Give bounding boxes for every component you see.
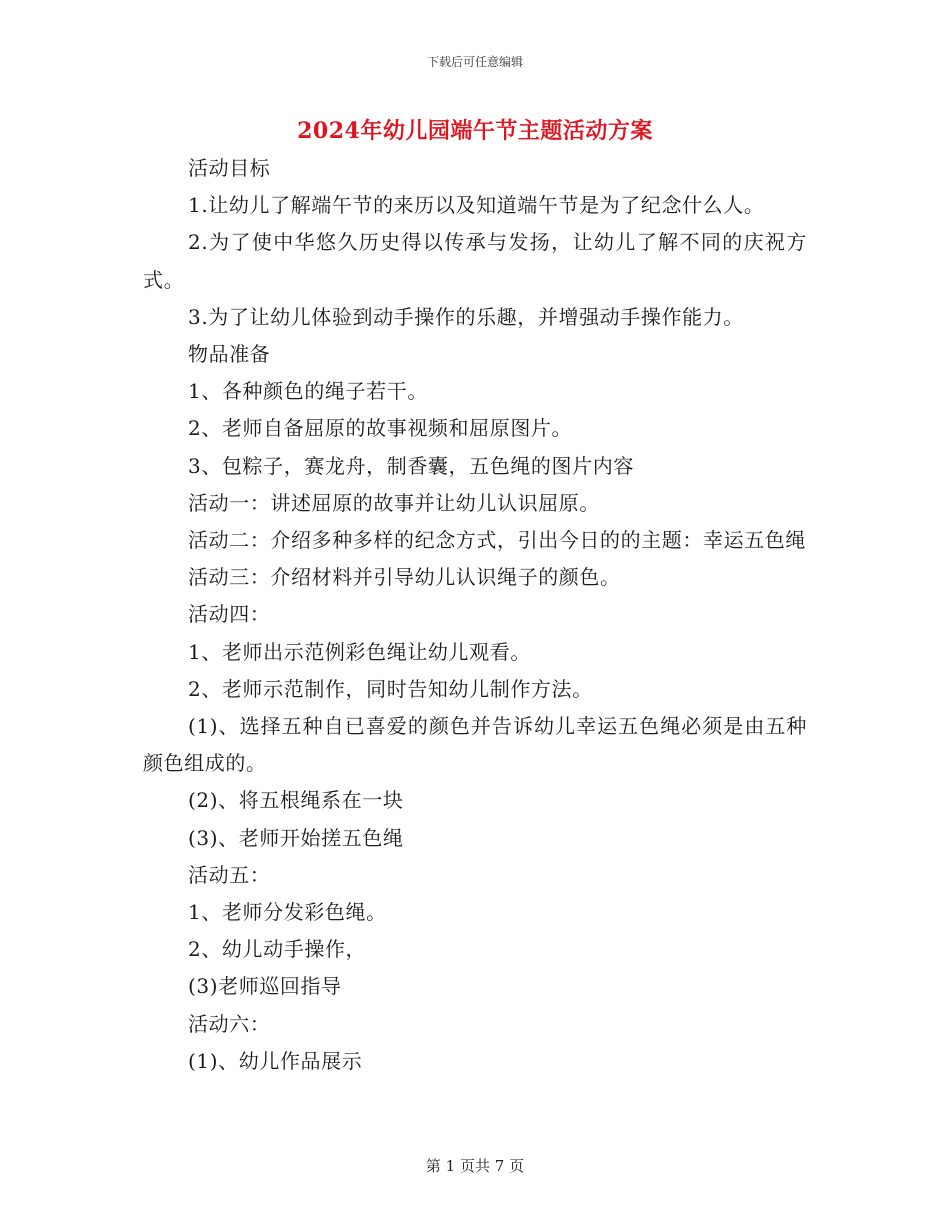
paragraph: 活动目标 — [188, 156, 271, 180]
document-title: 2024年幼儿园端午节主题活动方案 — [297, 118, 653, 144]
paragraph: 2.为了使中华悠久历史得以传承与发扬，让幼儿了解不同的庆祝方式。 — [143, 230, 807, 292]
page-number: 第 1 页共 7 页 — [425, 1157, 525, 1175]
paragraph: (1)、选择五种自已喜爱的颜色并告诉幼儿幸运五色绳必须是由五种颜色组成的。 — [143, 714, 807, 776]
header-note: 下载后可任意编辑 — [426, 55, 523, 69]
paragraph: 3.为了让幼儿体验到动手操作的乐趣，并增强动手操作能力。 — [188, 304, 744, 329]
paragraph: 1、老师分发彩色绳。 — [188, 900, 387, 925]
paragraph: (3)、老师开始搓五色绳 — [188, 825, 404, 850]
paragraph: 2、老师自备屈原的故事视频和屈原图片。 — [188, 416, 573, 441]
paragraph: 活动一：讲述屈原的故事并让幼儿认识屈原。 — [188, 490, 600, 515]
paragraph: 1、各种颜色的绳子若干。 — [188, 379, 428, 404]
paragraph: 活动六： — [188, 1011, 271, 1036]
document-body — [143, 150, 807, 1080]
paragraph: 1、老师出示范例彩色绳让幼儿观看。 — [188, 639, 531, 664]
paragraph: (1)、幼儿作品展示 — [188, 1048, 363, 1073]
paragraph: 活动四： — [188, 602, 271, 627]
paragraph: 活动三：介绍材料并引导幼儿认识绳子的颜色。 — [188, 565, 621, 590]
paragraph: (3)老师巡回指导 — [188, 974, 342, 999]
paragraph: 1.让幼儿了解端午节的来历以及知道端午节是为了纪念什么人。 — [188, 193, 765, 218]
paragraph: 物品准备 — [188, 342, 271, 367]
paragraph: (2)、将五根绳系在一块 — [188, 788, 404, 813]
paragraph: 3、包粽子，赛龙舟，制香囊，五色绳的图片内容 — [188, 453, 634, 478]
paragraph: 2、幼儿动手操作， — [188, 937, 367, 962]
paragraph: 活动五： — [188, 862, 271, 887]
paragraph: 活动二：介绍多种多样的纪念方式，引出今日的的主题：幸运五色绳 — [188, 528, 806, 553]
paragraph: 2、老师示范制作，同时告知幼儿制作方法。 — [188, 676, 593, 701]
